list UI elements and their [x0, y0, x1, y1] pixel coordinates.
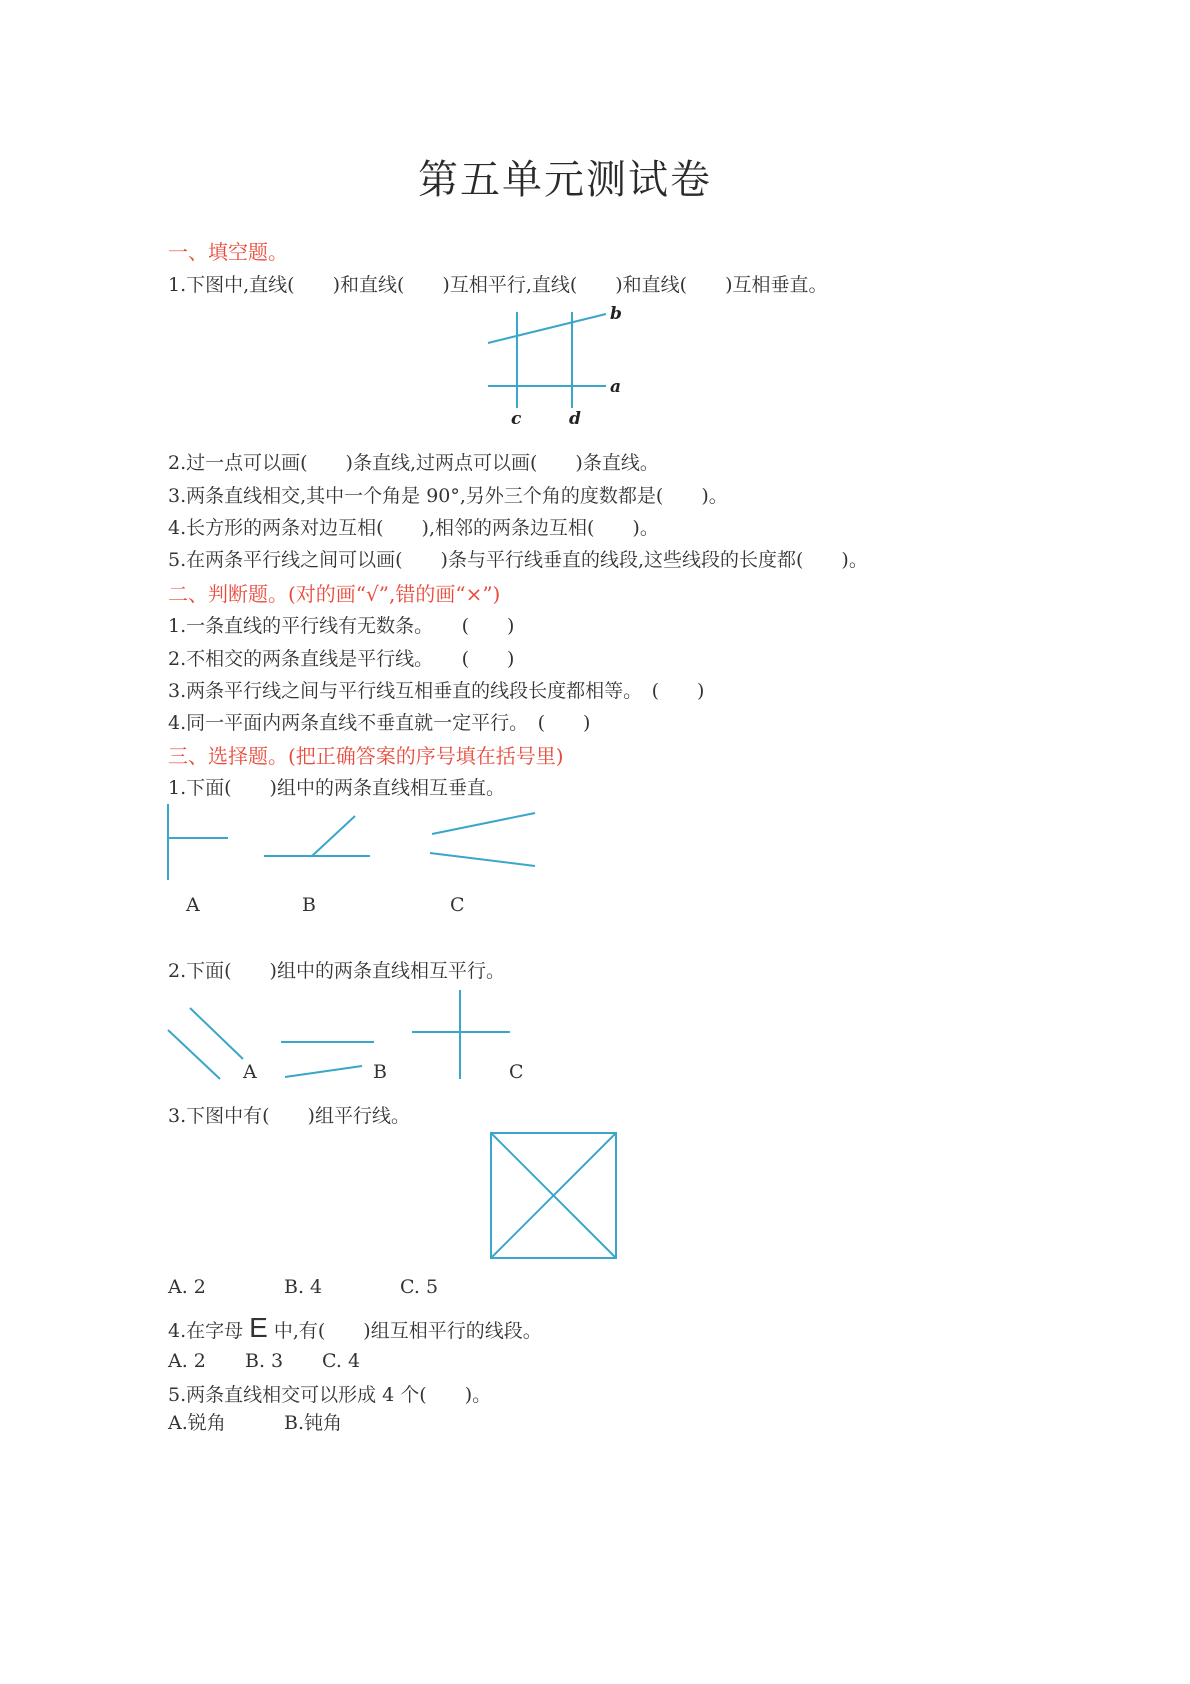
- q3-1-label-a: A: [186, 894, 200, 916]
- question-3-2: 2.下面( )组中的两条直线相互平行。: [168, 960, 505, 982]
- section-heading-multiple-choice: 三、选择题。(把正确答案的序号填在括号里): [168, 744, 564, 768]
- q3-5-option-a: A.锐角: [168, 1412, 226, 1434]
- page-title: 第五单元测试卷: [418, 157, 712, 203]
- q3-1-label-b: B: [302, 894, 316, 916]
- letter-e: E: [249, 1312, 268, 1343]
- option-a-line-2: [190, 1008, 243, 1059]
- figure-lines-abcd: [480, 300, 640, 430]
- option-b-slanted: [312, 816, 355, 856]
- question-1-5: 5.在两条平行线之间可以画( )条与平行线垂直的线段,这些线段的长度都( )。: [168, 549, 868, 571]
- figure-perpendicular-options: [160, 800, 560, 890]
- question-2-1: 1.一条直线的平行线有无数条。 ( ): [168, 615, 515, 637]
- question-3-3: 3.下图中有( )组平行线。: [168, 1105, 410, 1127]
- option-c-upper: [432, 813, 535, 834]
- label-b: b: [610, 304, 622, 324]
- q3-3-option-b: B. 4: [284, 1276, 323, 1298]
- label-d: d: [569, 409, 581, 429]
- option-a-line-1: [168, 1030, 220, 1079]
- label-c: c: [511, 409, 522, 429]
- question-3-4-prefix: 4.在字母: [168, 1320, 244, 1342]
- section-heading-true-false: 二、判断题。(对的画“√”,错的画“×”): [168, 582, 501, 606]
- question-1-4: 4.长方形的两条对边互相( ),相邻的两条边互相( )。: [168, 517, 659, 539]
- question-2-4: 4.同一平面内两条直线不垂直就一定平行。 ( ): [168, 712, 591, 734]
- section-heading-fill-in: 一、填空题。: [168, 240, 288, 264]
- figure-parallel-options: [160, 985, 560, 1085]
- q3-2-label-b: B: [373, 1061, 387, 1083]
- q3-5-option-b: B.钝角: [284, 1412, 343, 1434]
- question-3-4-suffix: 中,有( )组互相平行的线段。: [273, 1320, 542, 1342]
- label-a: a: [610, 377, 622, 397]
- q3-2-label-c: C: [509, 1061, 524, 1083]
- q3-2-label-a: A: [243, 1061, 257, 1083]
- question-3-5: 5.两条直线相交可以形成 4 个( )。: [168, 1384, 492, 1406]
- question-2-2: 2.不相交的两条直线是平行线。 ( ): [168, 648, 515, 670]
- q3-1-label-c: C: [450, 894, 465, 916]
- option-b-line-2: [285, 1066, 362, 1077]
- question-3-1: 1.下面( )组中的两条直线相互垂直。: [168, 777, 505, 799]
- option-c-lower: [430, 853, 535, 866]
- question-1-1: 1.下图中,直线( )和直线( )互相平行,直线( )和直线( )互相垂直。: [168, 274, 828, 296]
- q3-3-option-a: A. 2: [168, 1276, 206, 1298]
- question-3-4: [168, 1312, 542, 1344]
- q3-4-option-c: C. 4: [322, 1350, 361, 1372]
- q3-4-option-b: B. 3: [245, 1350, 284, 1372]
- line-b: [488, 314, 606, 343]
- question-2-3: 3.两条平行线之间与平行线互相垂直的线段长度都相等。 ( ): [168, 680, 705, 702]
- q3-4-option-a: A. 2: [168, 1350, 206, 1372]
- question-1-2: 2.过一点可以画( )条直线,过两点可以画( )条直线。: [168, 452, 659, 474]
- figure-square-with-diagonals: [488, 1130, 622, 1264]
- question-1-3: 3.两条直线相交,其中一个角是 90°,另外三个角的度数都是( )。: [168, 485, 728, 507]
- q3-3-option-c: C. 5: [400, 1276, 439, 1298]
